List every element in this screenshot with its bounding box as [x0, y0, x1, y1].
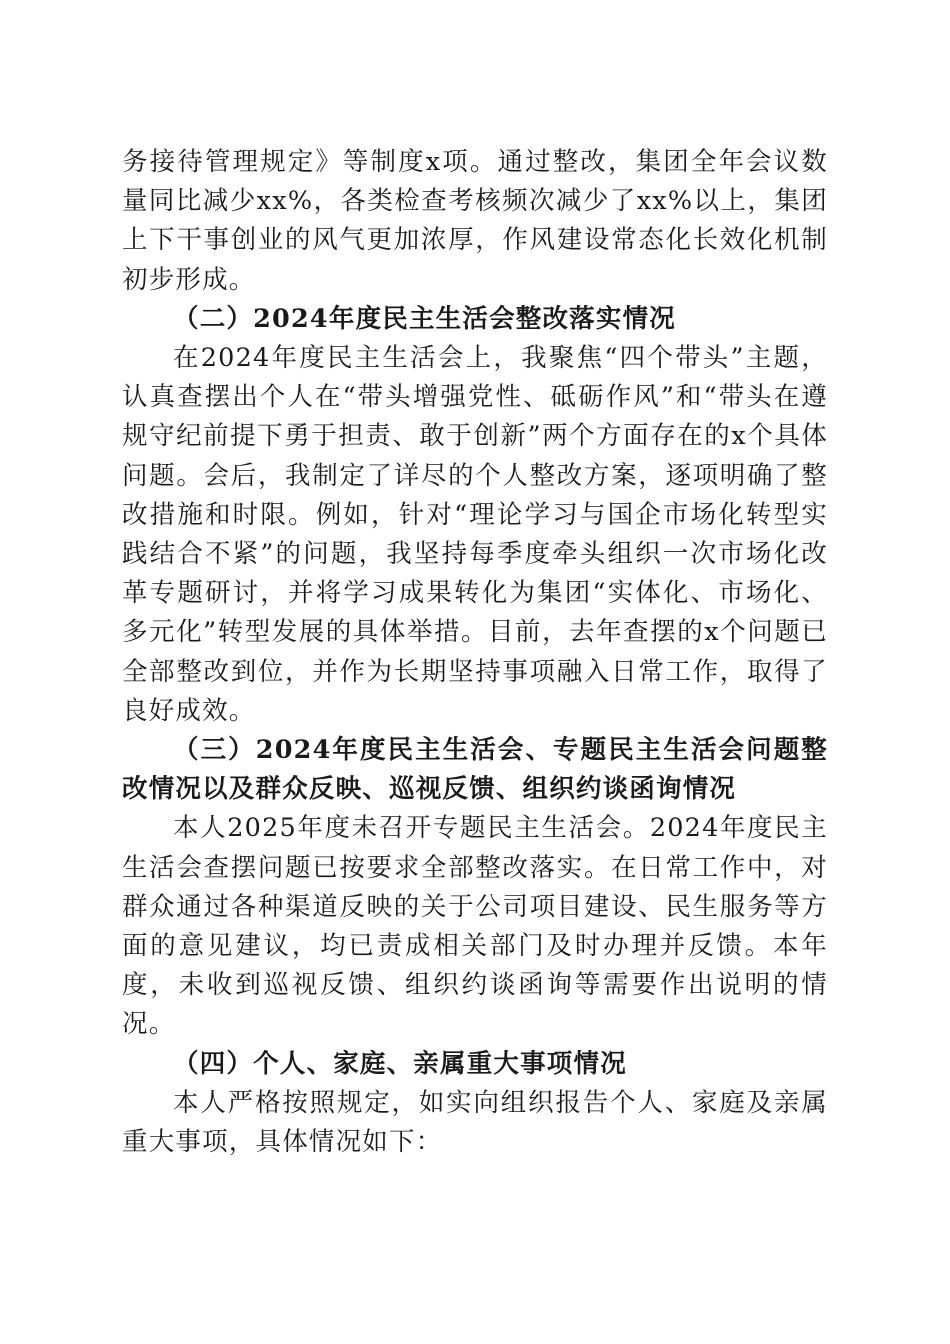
- section-2-heading: （二）2024年度民主生活会整改落实情况: [173, 303, 676, 334]
- section-3-heading: （三）2024年度民主生活会、专题民主生活会问题整改情况以及群众反映、巡视反馈、组织约谈函询情况: [122, 735, 828, 805]
- section-4-heading: （四）个人、家庭、亲属重大事项情况: [173, 1048, 627, 1079]
- section-2-paragraph: 在2024年度民主生活会上，我聚焦“四个带头”主题，认真查摆出个人在“带头增强党性、砥砺作风”和“带头在遵规守纪前提下勇于担责、敢于创新”两个方面存在的x个具体问题。会后，我制定了详尽的个人整改方案，逐项明确了整改措施和时限。例如，针对“理论学习与国企市场化转型实践结合不紧”的问题，我坚持每季度牵头组织一次市场化改革专题研讨，并将学习成果转化为集团“实体化、市场化、多元化”转型发展的具体举措。目前，去年查摆的x个问题已全部整改到位，并作为长期坚持事项融入日常工作，取得了良好成效。: [122, 343, 828, 726]
- continuation-paragraph: 务接待管理规定》等制度x项。通过整改，集团全年会议数量同比减少xx%，各类检查考核频次减少了xx%以上，集团上下干事创业的风气更加浓厚，作风建设常态化长效化机制初步形成。: [122, 147, 828, 295]
- section-3-paragraph: 本人2025年度未召开专题民主生活会。2024年度民主生活会查摆问题已按要求全部整改落实。在日常工作中，对群众通过各种渠道反映的关于公司项目建设、民生服务等方面的意见建议，均已责成相关部门及时办理并反馈。本年度，未收到巡视反馈、组织约谈函询等需要作出说明的情况。: [122, 813, 828, 1040]
- section-4-paragraph: 本人严格按照规定，如实向组织报告个人、家庭及亲属重大事项，具体情况如下：: [122, 1087, 828, 1158]
- document-body: [122, 143, 828, 1162]
